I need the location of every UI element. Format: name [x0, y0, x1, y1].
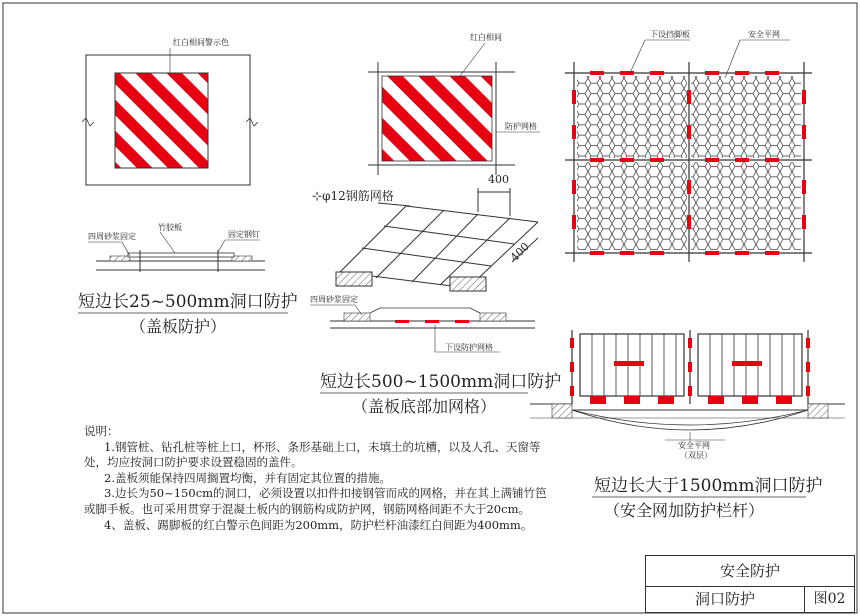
title-1-main: 短边长25~500mm洞口防护	[78, 292, 298, 312]
rebar-grid	[336, 188, 538, 291]
title-block-name: 洞口防护	[646, 587, 805, 612]
toe-board-label: 下设挡脚板	[650, 30, 690, 39]
cover-plate-plan	[82, 37, 258, 185]
cover-mortar-label: 四周砂浆固定	[88, 232, 136, 241]
safety-net-plan	[565, 29, 812, 262]
title-3-sub: （安全网加防护栏杆）	[604, 501, 765, 520]
note-item-4: 4、盖板、踢脚板的红白警示色间距为200mm，防护栏杆油漆红白间距为400mm。	[104, 517, 533, 532]
mid-striped-plate	[382, 76, 492, 161]
mid-lower-net-label: 下设防护网格	[445, 343, 493, 352]
note-item-1: 1.钢管桩、钻孔桩等桩上口，杯形、条形基础上口，未填土的坑槽，以及人孔、天窗等处，均应按洞口防护要求设置稳固的盖件。	[84, 439, 541, 470]
net-quad-bl	[577, 162, 687, 250]
cover-plate-section	[78, 222, 298, 336]
mid-redwhite-label: 红白相间	[470, 33, 502, 42]
net-quad-br	[691, 162, 801, 250]
bottom-net-label: 安全平网	[678, 441, 710, 450]
mid-striped-panel	[368, 32, 540, 175]
title-block-category: 安全防护	[646, 556, 854, 587]
railing-elevation	[530, 330, 845, 520]
mid-mortar-label: 四周砂浆固定	[310, 295, 358, 304]
title-block	[645, 555, 855, 613]
notes-block	[84, 424, 554, 533]
mid-net-label: 防护网格	[505, 122, 537, 131]
notes-heading: 说明：	[84, 424, 119, 438]
title-1-sub: （盖板防护）	[130, 317, 227, 336]
cover-stripe-label: 红白相间警示色	[173, 38, 229, 47]
title-block-drawing-no: 图02	[813, 591, 846, 607]
cover-bamboo-label: 竹胶板	[158, 223, 182, 232]
note-item-3: 3.边长为50~150cm的洞口，必须设置以扣件扣接钢管而成的网格，并在其上满铺竹笆或脚手板。也可采用贯穿于混凝土板内的钢筋构成防护网，钢筋网格间距不大于20cm。	[84, 486, 547, 516]
net-quad-tl	[577, 76, 687, 158]
rebar-grid-label: ⊹φ12钢筋网格	[312, 189, 394, 203]
note-item-2: 2.盖板须能保持四周搁置均衡，并有固定其位置的措施。	[104, 470, 391, 485]
mid-section	[310, 294, 561, 416]
title-2-sub: （盖板底部加网格）	[352, 397, 497, 416]
title-2-main: 短边长500~1500mm洞口防护	[320, 372, 562, 392]
cover-nail-label: 固定钢钉	[228, 230, 260, 239]
title-3-main: 短边长大于1500mm洞口防护	[594, 476, 823, 496]
striped-cover-plate	[115, 73, 208, 168]
dim-400-a: 400	[488, 173, 509, 186]
safety-net-label: 安全平网	[748, 30, 780, 39]
dim-400-b: 400	[507, 240, 532, 265]
bottom-net-sublabel: （双层）	[680, 451, 712, 460]
net-quad-tr	[691, 76, 801, 158]
